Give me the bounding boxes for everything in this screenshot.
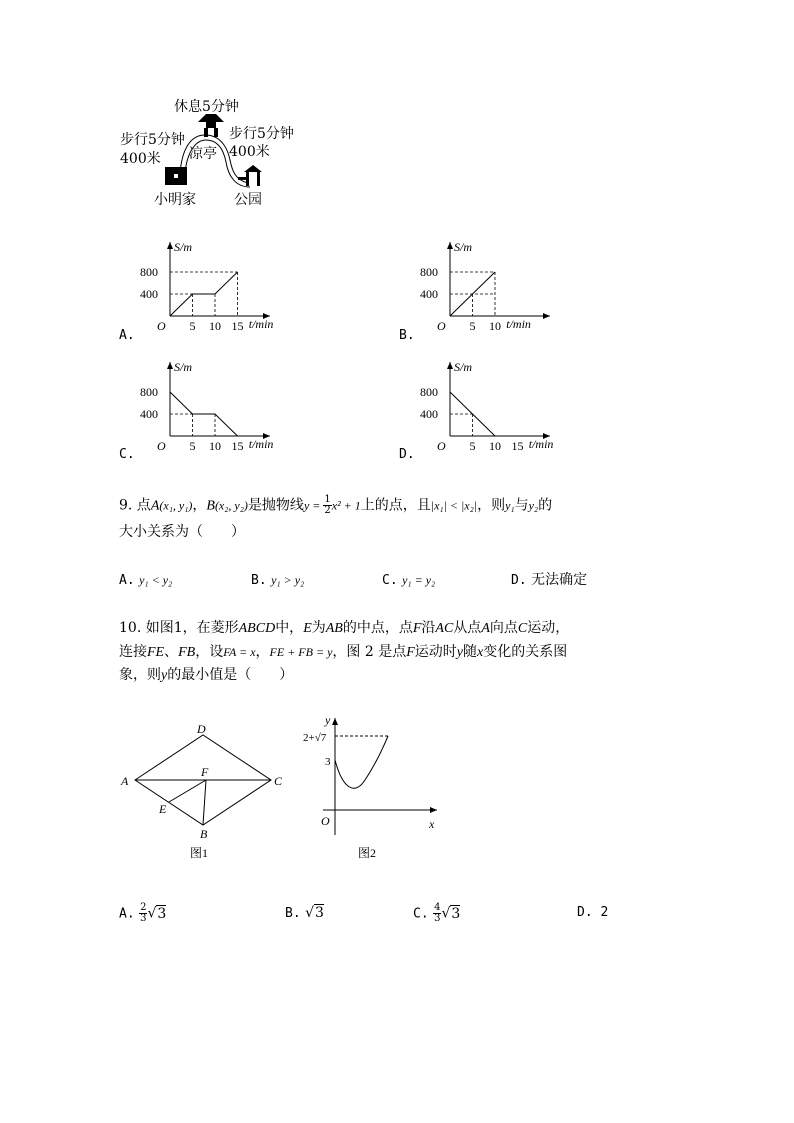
tick-5: 5: [469, 439, 476, 453]
fig1-label-b: B: [200, 827, 208, 841]
y-axis-label: S/m: [454, 240, 472, 254]
q10-option-c[interactable]: C. $\frac{4}{3}$ √3: [413, 902, 461, 924]
q8-option-c-label: C.: [119, 447, 135, 462]
q8-option-d-label: D.: [399, 447, 415, 462]
tick-800: 800: [420, 385, 438, 399]
x-axis-label: t/min: [528, 437, 554, 451]
x-axis-label: t/min: [506, 317, 531, 331]
y-axis-label: S/m: [174, 360, 192, 374]
rest-label: 休息5分钟: [174, 99, 239, 115]
tick-400: 400: [420, 407, 438, 421]
tick-5: 5: [189, 319, 196, 333]
fig2-label-o: O: [321, 814, 330, 828]
tick-400: 400: [140, 407, 158, 421]
walk-left-label: 步行5分钟: [120, 132, 185, 148]
tick-10: 10: [489, 319, 501, 333]
tick-400: 400: [420, 287, 438, 301]
q8-option-b-label: B.: [399, 328, 415, 343]
q9-option-c[interactable]: C. y₁ = y₂: [382, 573, 436, 588]
tick-15: 15: [231, 439, 244, 453]
tick-800: 800: [420, 265, 438, 279]
q10-option-b[interactable]: B. √3: [285, 905, 324, 921]
fig2-label-y: y: [325, 713, 331, 727]
q10-option-d[interactable]: D. 2: [577, 905, 609, 920]
home-label: 小明家: [154, 192, 196, 208]
x-axis-label: t/min: [248, 437, 274, 451]
park-label: 公园: [234, 192, 262, 208]
fig1-label-a: A: [121, 774, 129, 788]
pavilion-label: 凉亭: [189, 146, 217, 162]
tick-10: 10: [489, 439, 501, 453]
tick-10: 10: [209, 439, 221, 453]
park-icon: [244, 165, 262, 172]
tick-10: 10: [209, 319, 221, 333]
tick-15: 15: [511, 439, 524, 453]
q10-option-a[interactable]: A. $\frac{2}{3}$ √3: [119, 902, 167, 924]
q9-line1: 9. 点A(x₁, y₁)，B(x₂, y₂)是抛物线y = $\frac{1}{2}$ x² + 1上的点，且|x₁| < |x₂|，则y₁与y₂的: [119, 494, 553, 516]
y-axis-label: S/m: [454, 360, 472, 374]
tick-800: 800: [140, 265, 158, 279]
q10-line3: 象，则y的最小值是（ ）: [119, 667, 294, 683]
fig1-label-f: F: [201, 765, 209, 779]
fig2-label-x: x: [429, 817, 435, 831]
x-axis-label: t/min: [248, 317, 274, 331]
origin-label: O: [437, 439, 446, 453]
q9-option-b[interactable]: B. y₁ > y₂: [251, 573, 305, 588]
fig1-label-e: E: [159, 802, 167, 816]
q10-line2: 连接FE、FB，设FA = x，FE + FB = y，图 2 是点F运动时y随x变化的关系图: [119, 644, 568, 660]
origin-label: O: [437, 319, 446, 333]
tick-800: 800: [140, 385, 158, 399]
walk-right-distance: 400米: [229, 144, 270, 160]
q10-line1: 10. 如图1，在菱形ABCD中，E为AB的中点，点F沿AC从点A向点C运动，: [119, 620, 570, 636]
tick-400: 400: [140, 287, 158, 301]
q8-graph-b: [420, 238, 560, 338]
tick-5: 5: [469, 319, 476, 333]
q8-graph-d: [420, 358, 560, 458]
q9-option-d[interactable]: D. 无法确定: [511, 572, 588, 588]
q8-option-a-label: A.: [119, 328, 135, 343]
q8-graph-c: [140, 358, 280, 458]
fig2-label-three: 3: [325, 756, 331, 768]
origin-label: O: [157, 439, 166, 453]
tick-15: 15: [231, 319, 244, 333]
origin-label: O: [157, 319, 166, 333]
fig2-caption: 图2: [358, 846, 377, 860]
tick-5: 5: [189, 439, 196, 453]
fig1-caption: 图1: [190, 846, 209, 860]
q10-figure-2: [295, 710, 445, 865]
fig1-label-d: D: [197, 722, 206, 736]
q9-option-a[interactable]: A. y₁ < y₂: [119, 573, 173, 588]
y-axis-label: S/m: [174, 240, 192, 254]
fig2-label-top: 2+√7: [303, 732, 327, 744]
q8-graph-a: [140, 238, 280, 338]
walk-left-distance: 400米: [120, 151, 161, 167]
fig1-label-c: C: [274, 774, 283, 788]
q9-line2: 大小关系为（ ）: [119, 524, 245, 540]
walk-right-label: 步行5分钟: [229, 126, 294, 142]
q10-figure-1: [115, 715, 295, 865]
